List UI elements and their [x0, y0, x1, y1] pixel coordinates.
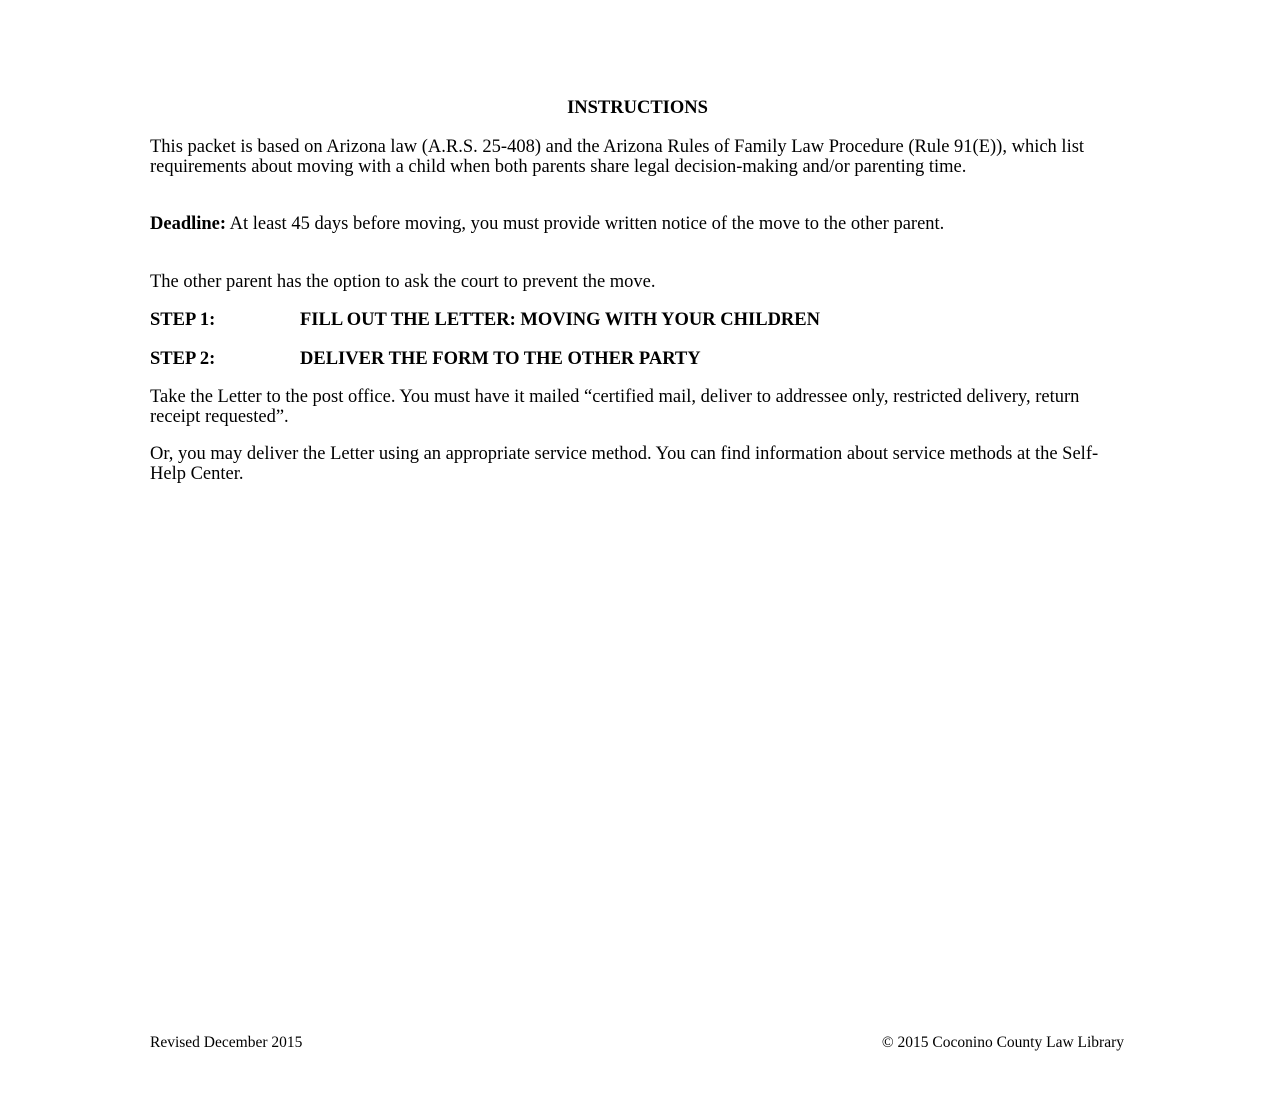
step-text: DELIVER THE FORM TO THE OTHER PARTY: [300, 349, 701, 369]
service-paragraph: Or, you may deliver the Letter using an appropriate service method. You can find information about service methods at the Self-Help Center.: [150, 444, 1099, 484]
deadline-text: At least 45 days before moving, you must provide written notice of the move to the other parent.: [226, 214, 945, 234]
step-text: FILL OUT THE LETTER: MOVING WITH YOUR CHILDREN: [300, 310, 820, 330]
footer-copyright: © 2015 Coconino County Law Library: [881, 1034, 1124, 1051]
deadline-paragraph: [150, 215, 1110, 235]
intro-paragraph: This packet is based on Arizona law (A.R.S. 25-408) and the Arizona Rules of Family Law Procedure (Rule 91(E)), which list requirements about moving with a child when both parents share legal decision-making and/or parenting time.: [150, 137, 1085, 177]
option-paragraph: The other parent has the option to ask the court to prevent the move.: [150, 272, 656, 292]
step-number: STEP 1:: [150, 310, 216, 330]
step-1: [150, 311, 820, 331]
footer-revised: Revised December 2015: [150, 1034, 303, 1051]
page-title: INSTRUCTIONS: [567, 98, 708, 118]
deadline-label: Deadline:: [150, 214, 227, 234]
step-number: STEP 2:: [150, 349, 216, 369]
mail-paragraph: Take the Letter to the post office. You must have it mailed “certified mail, deliver to addressee only, restricted delivery, return receipt requested”.: [150, 387, 1080, 427]
step-2: [150, 350, 701, 370]
